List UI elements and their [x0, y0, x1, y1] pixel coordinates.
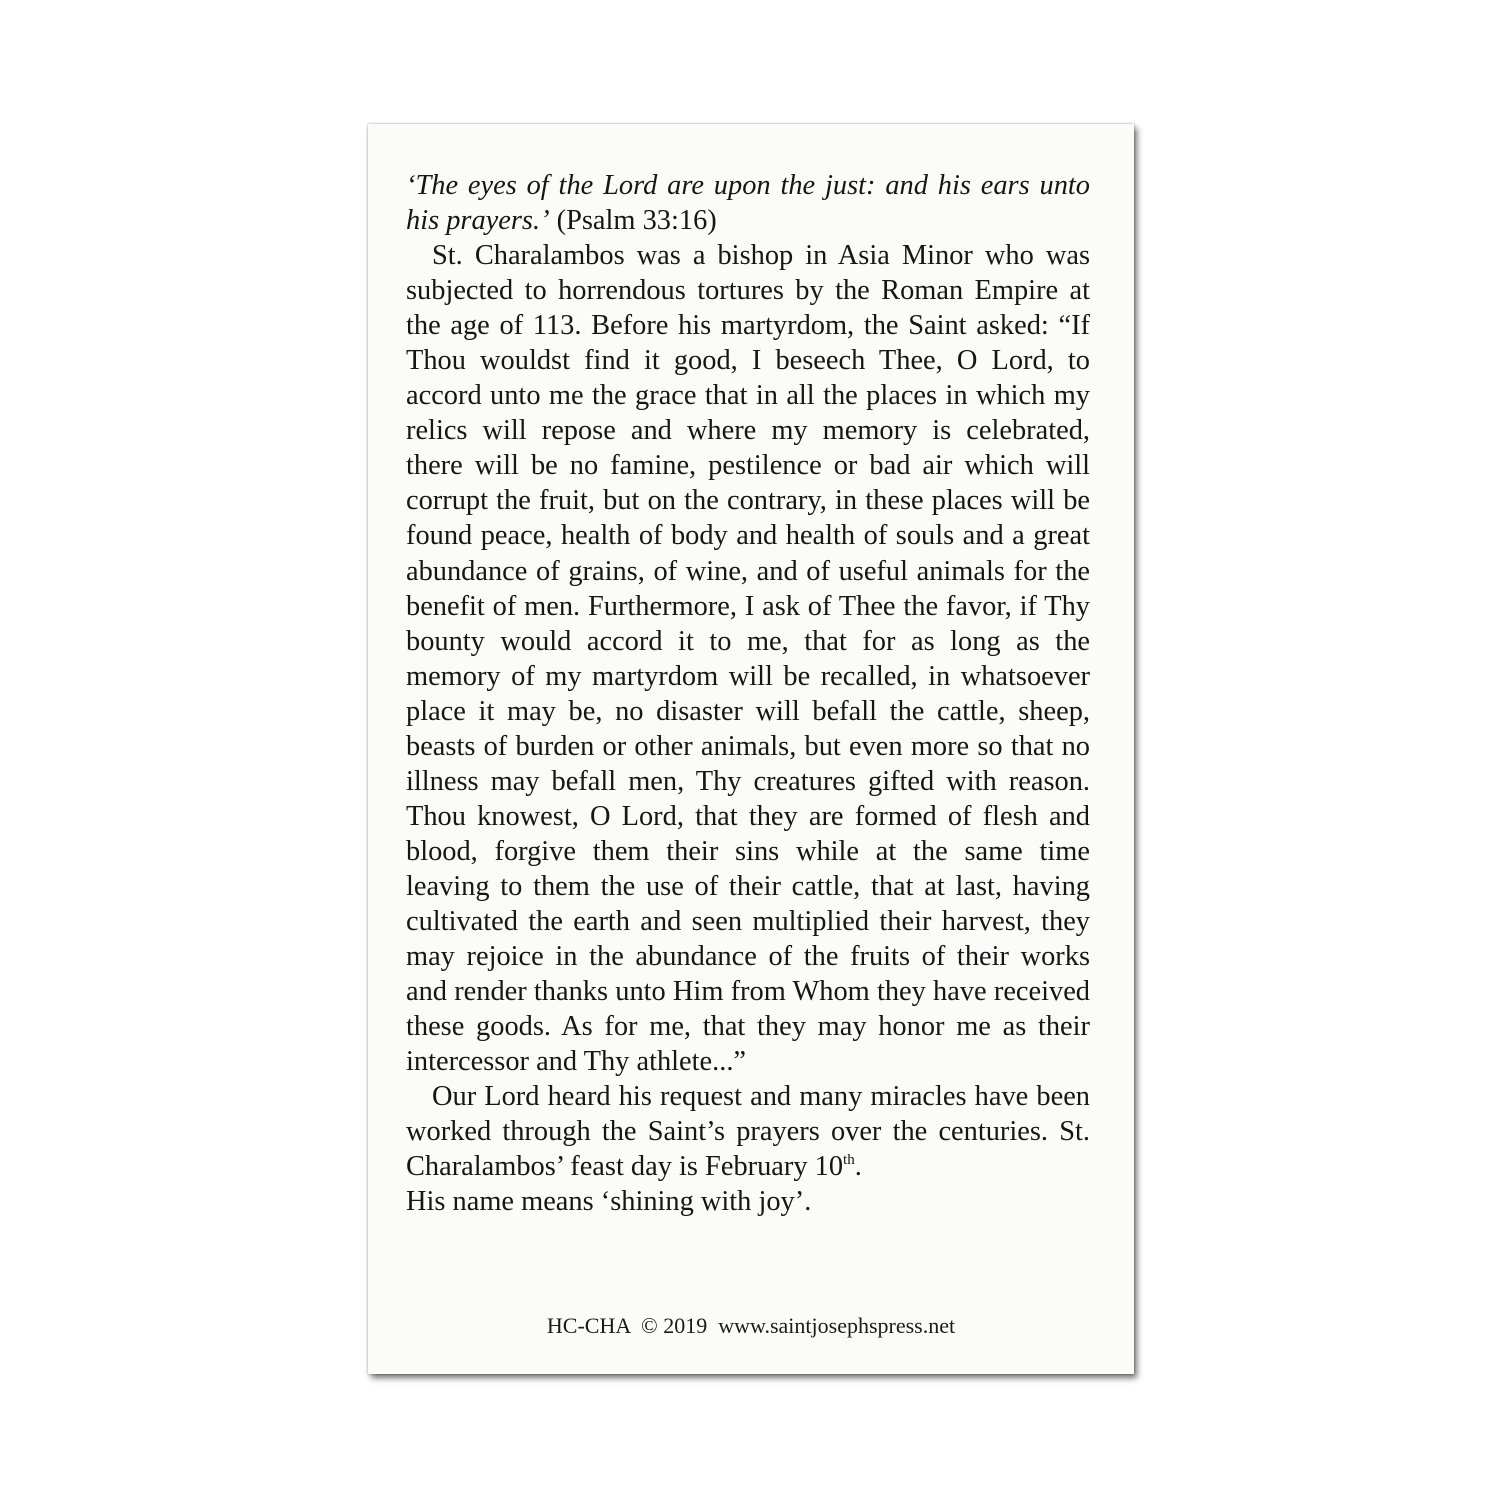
psalm-verse [406, 168, 1090, 238]
card-text [406, 168, 1090, 1219]
prayer-card [368, 124, 1134, 1374]
paragraph-feast-day [406, 1079, 1090, 1219]
verse-quote: ‘The eyes of the Lord are upon the just: and his ears unto his prayers.’ [406, 170, 1090, 237]
paragraph-prayer: St. Charalambos was a bishop in Asia Minor who was subjected to horrendous tortures by the Roman Empire at the age of 113. Before his martyrdom, the Saint asked: “If Thou wouldst find it good, I beseech Thee, O Lord, to accord unto me the grace that in all the places in which my relics will repose and where my memory is celebrated, there will be no famine, pestilence or bad air which will corrupt the fruit, but on the contrary, in these places will be found peace, health of body and health of souls and a great abundance of grains, of wine, and of useful animals for the benefit of men. Furthermore, I ask of Thee the favor, if Thy bounty would accord it to me, that for as long as the memory of my martyrdom will be recalled, in whatsoever place it may be, no disaster will befall the cattle, sheep, beasts of burden or other animals, but even more so that no illness may befall men, Thy creatures gifted with reason. Thou knowest, O Lord, that they are formed of flesh and blood, forgive them their sins while at the same time leaving to them the use of their cattle, that at last, having cultivated the earth and seen multiplied their harvest, they may rejoice in the abundance of the fruits of their works and render thanks unto Him from Whom they have received these goods. As for me, that they may honor me as their intercessor and Thy athlete...” [406, 240, 1090, 1078]
card-footer: HC-CHA © 2019 www.saintjosephspress.net [546, 1313, 956, 1338]
verse-reference: (Psalm 33:16) [556, 205, 717, 237]
name-meaning: His name means ‘shining with joy’. [406, 1186, 812, 1218]
sentence-period: . [854, 1151, 862, 1183]
feast-day-text: Our Lord heard his request and many miracles have been worked through the Saint’s prayers over the centuries. St. Charalambos’ feast day is February 10 [406, 1081, 1090, 1183]
ordinal-superscript: th [843, 1152, 855, 1169]
